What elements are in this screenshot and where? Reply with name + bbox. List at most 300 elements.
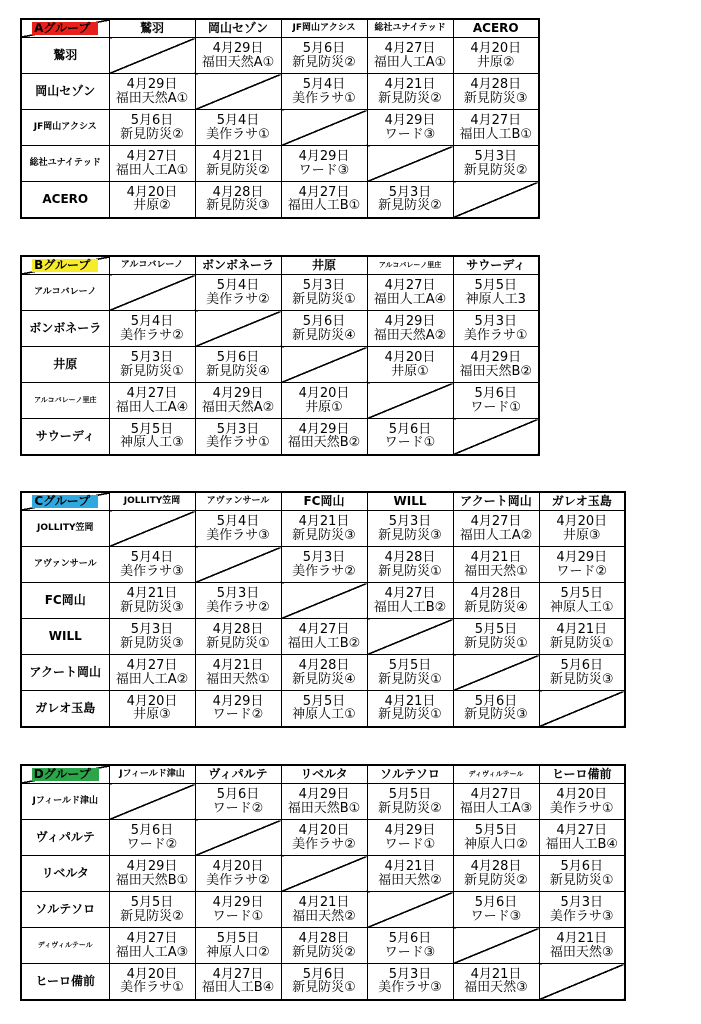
- match-cell: [453, 784, 539, 820]
- column-team-header: 岡山セゾン: [195, 19, 281, 38]
- match-cell: [367, 583, 453, 619]
- team-row: [21, 547, 625, 583]
- match-date: 5月5日: [216, 930, 260, 946]
- header-row: [21, 256, 539, 275]
- match-venue: 福田天然②: [378, 872, 442, 888]
- match-venue: 新見防災④: [206, 363, 270, 379]
- row-team-header: リベルタ: [21, 856, 109, 892]
- match-date: 5月6日: [216, 786, 260, 802]
- match-date: 4月21日: [470, 966, 522, 982]
- row-team-header: アクート岡山: [21, 655, 109, 691]
- match-venue: 神原人工③: [120, 435, 184, 451]
- match-cell: [539, 655, 625, 691]
- match-date: 5月6日: [302, 313, 346, 329]
- match-venue: 神原人工3: [465, 291, 526, 307]
- match-date: 4月29日: [470, 349, 522, 365]
- match-date: 5月6日: [302, 40, 346, 56]
- match-date: 4月27日: [126, 657, 178, 673]
- match-cell: [453, 691, 539, 727]
- match-date: 4月21日: [298, 513, 350, 529]
- column-team-header: JOLLITY笠岡: [109, 492, 195, 511]
- match-cell: [109, 964, 195, 1000]
- match-date: 4月27日: [470, 112, 522, 128]
- match-venue: 福田天然A②: [201, 399, 275, 415]
- match-cell: [453, 146, 539, 182]
- row-team-header: ディヴィルテール: [21, 928, 109, 964]
- match-venue: 新見防災②: [378, 90, 442, 106]
- match-cell: [195, 383, 281, 419]
- row-team-header: FC岡山: [21, 583, 109, 619]
- match-cell: [367, 38, 453, 74]
- column-team-header: アルコバレーノ里庄: [367, 256, 453, 275]
- column-team-header: ACERO: [453, 19, 539, 38]
- team-row: [21, 146, 539, 182]
- match-cell: [195, 928, 281, 964]
- match-cell: [109, 892, 195, 928]
- match-cell: [281, 928, 367, 964]
- team-row: [21, 928, 625, 964]
- match-venue: ワード②: [212, 800, 264, 816]
- match-date: 4月20日: [126, 184, 178, 200]
- match-cell: [281, 511, 367, 547]
- self-match-diagonal: [367, 892, 453, 928]
- row-team-header: JF岡山アクシス: [21, 110, 109, 146]
- match-date: 4月21日: [212, 657, 264, 673]
- match-venue: 福田人工A③: [115, 944, 189, 960]
- column-team-header: 総社ユナイテッド: [367, 19, 453, 38]
- match-cell: [539, 619, 625, 655]
- match-venue: 新見防災②: [120, 908, 184, 924]
- match-venue: 新見防災③: [378, 527, 442, 543]
- column-team-header: サウーディ: [453, 256, 539, 275]
- match-date: 5月5日: [130, 421, 174, 437]
- match-date: 5月4日: [216, 112, 260, 128]
- match-venue: 美作ラサ②: [206, 291, 270, 307]
- match-venue: 美作ラサ③: [378, 980, 442, 996]
- match-cell: [195, 347, 281, 383]
- match-date: 5月5日: [560, 585, 604, 601]
- match-date: 4月27日: [470, 786, 522, 802]
- row-team-header: サウーディ: [21, 419, 109, 455]
- match-date: 5月5日: [474, 277, 518, 293]
- match-date: 5月5日: [302, 693, 346, 709]
- group-d-league-table: [20, 764, 626, 1001]
- match-venue: 美作ラサ②: [292, 563, 356, 579]
- match-cell: [195, 964, 281, 1000]
- match-cell: [281, 419, 367, 455]
- row-team-header: ヴィパルテ: [21, 820, 109, 856]
- match-date: 4月27日: [298, 184, 350, 200]
- self-match-diagonal: [453, 928, 539, 964]
- group-name-label: Aグループ: [32, 22, 98, 35]
- match-cell: [109, 928, 195, 964]
- row-team-header: アルコバレーノ里庄: [21, 383, 109, 419]
- team-row: [21, 182, 539, 218]
- match-date: 5月6日: [130, 822, 174, 838]
- match-cell: [109, 74, 195, 110]
- match-cell: [281, 655, 367, 691]
- match-date: 4月29日: [126, 858, 178, 874]
- match-cell: [281, 619, 367, 655]
- match-date: 4月28日: [298, 930, 350, 946]
- match-date: 5月5日: [474, 822, 518, 838]
- match-cell: [367, 419, 453, 455]
- match-venue: 福田人工A④: [373, 291, 447, 307]
- match-date: 5月6日: [474, 894, 518, 910]
- match-cell: [195, 182, 281, 218]
- match-date: 4月20日: [384, 349, 436, 365]
- team-row: [21, 964, 625, 1000]
- match-cell: [109, 583, 195, 619]
- match-venue: 福田天然③: [549, 944, 614, 960]
- match-cell: [195, 892, 281, 928]
- match-cell: [367, 110, 453, 146]
- self-match-diagonal: [367, 146, 453, 182]
- group-name-cell: [21, 492, 109, 511]
- match-cell: [539, 547, 625, 583]
- match-venue: 井原②: [133, 198, 171, 214]
- column-team-header: WILL: [367, 492, 453, 511]
- team-row: [21, 583, 625, 619]
- match-venue: 福田天然①: [464, 563, 528, 579]
- match-cell: [195, 110, 281, 146]
- match-date: 4月27日: [126, 385, 178, 401]
- row-team-header: アルコバレーノ: [21, 275, 109, 311]
- match-venue: 神原人口②: [464, 836, 528, 852]
- match-date: 5月3日: [388, 513, 432, 529]
- match-cell: [367, 275, 453, 311]
- match-venue: 新見防災③: [464, 707, 528, 723]
- match-cell: [109, 182, 195, 218]
- match-cell: [539, 784, 625, 820]
- match-cell: [367, 74, 453, 110]
- column-team-header: ヒーロ備前: [539, 765, 625, 784]
- team-row: [21, 74, 539, 110]
- column-team-header: Jフィールド津山: [109, 765, 195, 784]
- match-venue: 美作ラサ①: [292, 90, 356, 106]
- match-venue: 福田人工A②: [115, 671, 189, 687]
- column-team-header: 鷲羽: [109, 19, 195, 38]
- match-date: 5月6日: [388, 930, 432, 946]
- match-cell: [281, 146, 367, 182]
- match-cell: [367, 856, 453, 892]
- match-cell: [367, 928, 453, 964]
- match-date: 4月20日: [556, 786, 608, 802]
- team-row: [21, 892, 625, 928]
- row-team-header: 岡山セゾン: [21, 74, 109, 110]
- match-date: 5月3日: [216, 585, 260, 601]
- match-date: 4月28日: [470, 858, 522, 874]
- match-venue: 福田人工A①: [115, 162, 189, 178]
- match-cell: [453, 856, 539, 892]
- match-cell: [367, 511, 453, 547]
- column-team-header: アルコバレーノ: [109, 256, 195, 275]
- match-venue: ワード①: [212, 908, 264, 924]
- match-date: 4月27日: [384, 40, 436, 56]
- match-date: 5月6日: [560, 657, 604, 673]
- self-match-diagonal: [195, 820, 281, 856]
- match-cell: [281, 784, 367, 820]
- self-match-diagonal: [281, 347, 367, 383]
- match-venue: ワード①: [384, 836, 436, 852]
- row-team-header: 総社ユナイテッド: [21, 146, 109, 182]
- match-venue: 新見防災②: [206, 162, 270, 178]
- match-date: 4月29日: [298, 421, 350, 437]
- match-venue: ワード③: [384, 944, 436, 960]
- match-date: 5月6日: [302, 966, 346, 982]
- column-team-header: JF岡山アクシス: [281, 19, 367, 38]
- column-team-header: ソルテソロ: [367, 765, 453, 784]
- match-date: 4月21日: [556, 621, 608, 637]
- match-venue: 新見防災①: [378, 707, 442, 723]
- match-cell: [539, 820, 625, 856]
- row-team-header: ACERO: [21, 182, 109, 218]
- row-team-header: JOLLITY笠岡: [21, 511, 109, 547]
- row-team-header: WILL: [21, 619, 109, 655]
- match-venue: 福田天然③: [464, 980, 528, 996]
- match-date: 4月28日: [212, 184, 264, 200]
- row-team-header: 鷲羽: [21, 38, 109, 74]
- match-date: 5月4日: [302, 76, 346, 92]
- self-match-diagonal: [109, 275, 195, 311]
- match-date: 4月20日: [126, 693, 178, 709]
- match-date: 4月27日: [212, 966, 264, 982]
- match-venue: 新見防災④: [464, 599, 528, 615]
- match-venue: 新見防災④: [292, 327, 356, 343]
- match-cell: [453, 583, 539, 619]
- match-cell: [367, 182, 453, 218]
- match-cell: [453, 347, 539, 383]
- team-row: [21, 691, 625, 727]
- match-venue: 新見防災②: [378, 198, 442, 214]
- group-d-table: [20, 764, 626, 1001]
- match-venue: 福田天然A①: [115, 90, 189, 106]
- match-venue: 美作ラサ①: [463, 327, 528, 343]
- match-date: 5月4日: [130, 313, 174, 329]
- match-cell: [453, 275, 539, 311]
- match-venue: 福田人工B①: [287, 198, 361, 214]
- match-venue: 新見防災①: [120, 363, 184, 379]
- match-venue: 福田天然A②: [373, 327, 447, 343]
- match-venue: 美作ラサ③: [549, 908, 614, 924]
- match-cell: [453, 820, 539, 856]
- match-date: 4月21日: [384, 76, 436, 92]
- match-cell: [195, 38, 281, 74]
- match-date: 5月3日: [474, 313, 518, 329]
- match-date: 5月4日: [216, 277, 260, 293]
- column-team-header: アヴァンサール: [195, 492, 281, 511]
- match-date: 4月21日: [384, 858, 436, 874]
- match-venue: 新見防災②: [292, 54, 356, 70]
- match-date: 5月3日: [388, 184, 432, 200]
- match-venue: ワード②: [212, 707, 264, 723]
- match-cell: [539, 856, 625, 892]
- team-row: [21, 275, 539, 311]
- match-date: 4月21日: [556, 930, 608, 946]
- match-venue: ワード③: [470, 908, 522, 924]
- match-date: 4月21日: [384, 693, 436, 709]
- self-match-diagonal: [453, 419, 539, 455]
- match-venue: 福田天然A①: [201, 54, 275, 70]
- column-team-header: アクート岡山: [453, 492, 539, 511]
- group-a-table: [20, 18, 540, 219]
- team-row: [21, 311, 539, 347]
- match-venue: 新見防災③: [292, 527, 356, 543]
- match-date: 4月29日: [212, 894, 264, 910]
- match-date: 5月5日: [474, 621, 518, 637]
- column-team-header: FC岡山: [281, 492, 367, 511]
- match-venue: ワード③: [384, 126, 436, 142]
- group-b-league-table: [20, 255, 540, 456]
- match-venue: 美作ラサ①: [120, 980, 184, 996]
- self-match-diagonal: [367, 383, 453, 419]
- team-row: [21, 784, 625, 820]
- match-venue: 井原③: [562, 527, 601, 543]
- match-cell: [539, 583, 625, 619]
- team-row: [21, 38, 539, 74]
- match-cell: [195, 655, 281, 691]
- match-date: 4月29日: [298, 148, 350, 164]
- match-cell: [367, 547, 453, 583]
- match-cell: [281, 311, 367, 347]
- team-row: [21, 856, 625, 892]
- match-date: 4月27日: [470, 513, 522, 529]
- match-cell: [453, 619, 539, 655]
- match-date: 4月20日: [298, 385, 350, 401]
- match-cell: [453, 38, 539, 74]
- match-venue: 新見防災①: [292, 980, 356, 996]
- match-venue: 福田人工B④: [201, 980, 275, 996]
- match-venue: ワード①: [470, 399, 522, 415]
- match-venue: 新見防災②: [463, 162, 528, 178]
- match-date: 5月3日: [302, 277, 346, 293]
- match-date: 4月29日: [384, 822, 436, 838]
- match-cell: [453, 547, 539, 583]
- match-cell: [281, 383, 367, 419]
- match-cell: [281, 964, 367, 1000]
- match-date: 4月20日: [212, 858, 264, 874]
- group-c-league-table: [20, 491, 626, 728]
- group-name-cell: [21, 19, 109, 38]
- match-date: 5月3日: [560, 894, 604, 910]
- match-date: 4月27日: [298, 621, 350, 637]
- match-date: 4月29日: [126, 76, 178, 92]
- match-cell: [281, 892, 367, 928]
- match-cell: [453, 511, 539, 547]
- match-cell: [453, 311, 539, 347]
- match-date: 5月5日: [388, 786, 432, 802]
- match-venue: 福田天然②: [292, 908, 356, 924]
- match-venue: 福田人工A④: [115, 399, 189, 415]
- match-cell: [195, 419, 281, 455]
- match-cell: [109, 146, 195, 182]
- match-venue: 美作ラサ②: [120, 327, 184, 343]
- match-cell: [281, 275, 367, 311]
- match-venue: 福田人工A③: [459, 800, 533, 816]
- match-venue: 新見防災①: [464, 635, 528, 651]
- match-venue: 福田天然B②: [287, 435, 361, 451]
- row-team-header: ガレオ玉島: [21, 691, 109, 727]
- match-date: 4月29日: [384, 112, 436, 128]
- match-cell: [453, 383, 539, 419]
- match-venue: 井原②: [476, 54, 515, 70]
- team-row: [21, 820, 625, 856]
- group-a-league-table: [20, 18, 540, 219]
- match-venue: 美作ラサ③: [120, 563, 184, 579]
- row-team-header: Jフィールド津山: [21, 784, 109, 820]
- match-cell: [539, 928, 625, 964]
- match-venue: 美作ラサ②: [206, 872, 270, 888]
- match-venue: 神原人工①: [549, 599, 614, 615]
- match-cell: [109, 820, 195, 856]
- self-match-diagonal: [281, 856, 367, 892]
- team-row: [21, 655, 625, 691]
- self-match-diagonal: [453, 655, 539, 691]
- group-name-label: Bグループ: [32, 259, 98, 272]
- match-venue: 新見防災③: [120, 599, 184, 615]
- match-date: 4月21日: [212, 148, 264, 164]
- column-team-header: リベルタ: [281, 765, 367, 784]
- team-row: [21, 347, 539, 383]
- match-date: 5月6日: [216, 349, 260, 365]
- match-venue: 福田人工B②: [373, 599, 447, 615]
- match-cell: [109, 547, 195, 583]
- match-venue: 新見防災④: [292, 671, 356, 687]
- match-cell: [281, 820, 367, 856]
- match-date: 5月3日: [302, 549, 346, 565]
- match-venue: 福田天然B①: [287, 800, 361, 816]
- match-cell: [109, 619, 195, 655]
- row-team-header: ヒーロ備前: [21, 964, 109, 1000]
- match-venue: 新見防災③: [206, 198, 270, 214]
- match-cell: [109, 347, 195, 383]
- match-date: 4月21日: [298, 894, 350, 910]
- match-cell: [453, 964, 539, 1000]
- match-venue: 福田天然①: [206, 671, 270, 687]
- match-cell: [367, 691, 453, 727]
- match-cell: [195, 146, 281, 182]
- match-venue: 新見防災①: [549, 635, 614, 651]
- self-match-diagonal: [195, 311, 281, 347]
- match-cell: [109, 691, 195, 727]
- match-venue: 美作ラサ①: [549, 800, 614, 816]
- match-cell: [109, 856, 195, 892]
- team-row: [21, 110, 539, 146]
- match-venue: 新見防災①: [292, 291, 356, 307]
- match-venue: 福田人工B①: [459, 126, 533, 142]
- match-venue: ワード①: [384, 435, 436, 451]
- match-cell: [195, 691, 281, 727]
- match-cell: [281, 691, 367, 727]
- self-match-diagonal: [281, 110, 367, 146]
- match-cell: [367, 964, 453, 1000]
- match-date: 4月21日: [126, 585, 178, 601]
- match-cell: [109, 311, 195, 347]
- match-venue: 福田人工A①: [373, 54, 447, 70]
- column-team-header: ボンボネーラ: [195, 256, 281, 275]
- match-date: 5月4日: [216, 513, 260, 529]
- match-cell: [195, 856, 281, 892]
- match-cell: [367, 784, 453, 820]
- match-date: 5月3日: [388, 966, 432, 982]
- match-cell: [367, 655, 453, 691]
- row-team-header: ソルテソロ: [21, 892, 109, 928]
- match-date: 4月28日: [298, 657, 350, 673]
- match-venue: 新見防災①: [378, 563, 442, 579]
- team-row: [21, 419, 539, 455]
- match-cell: [195, 784, 281, 820]
- header-row: [21, 492, 625, 511]
